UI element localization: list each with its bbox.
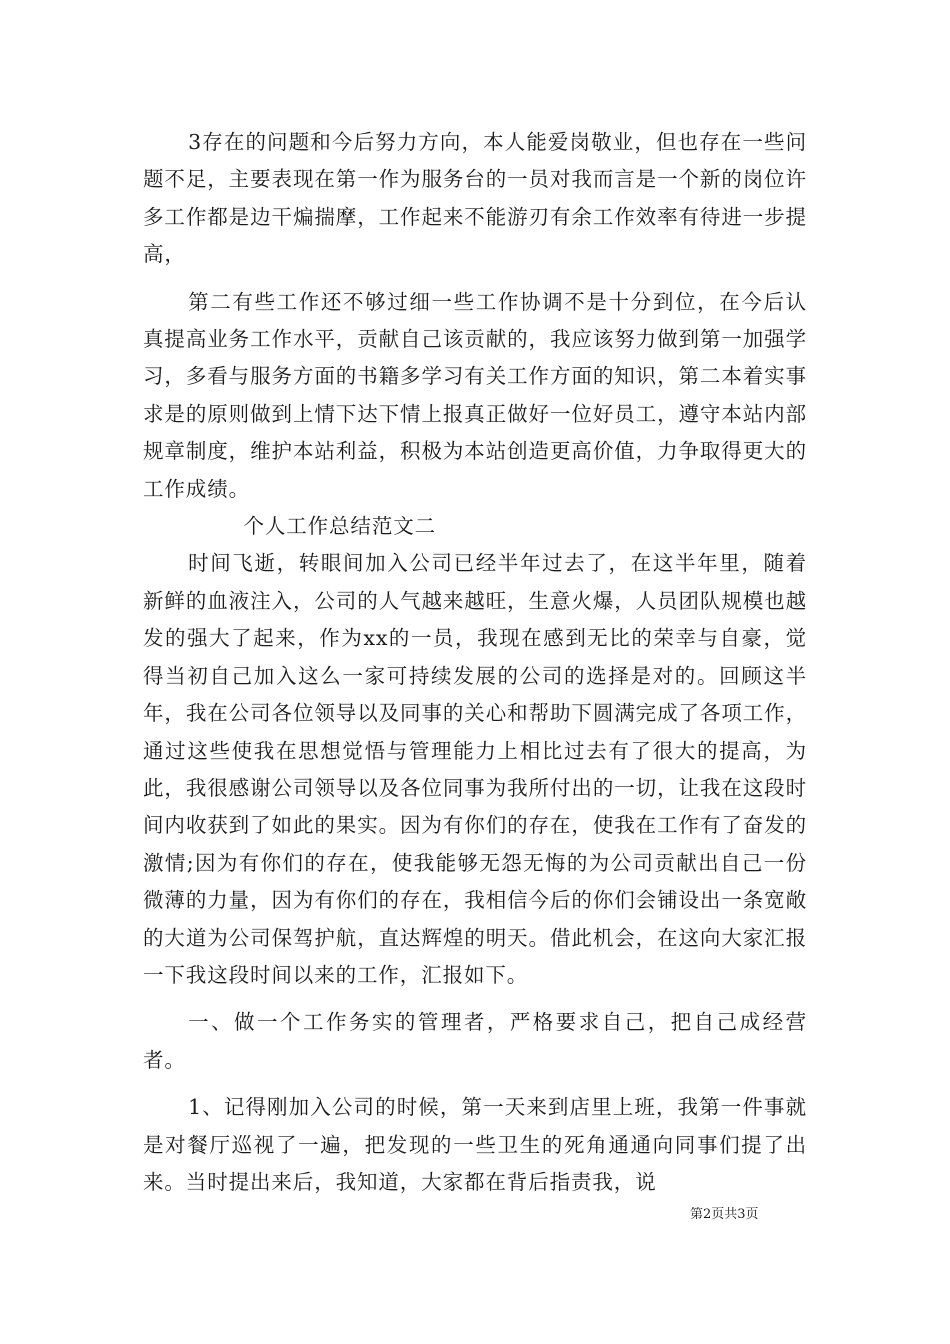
page-body xyxy=(143,124,807,1201)
section-heading: 个人工作总结范文二 xyxy=(243,514,437,539)
paragraph-second-point: 第二有些工作还不够过细一些工作协调不是十分到位，在今后认真提高业务工作水平，贡献自己该贡献的，我应该努力做到第一加强学习，多看与服务方面的书籍多学习有关工作方面的知识，第二本着实事求是的原则做到上情下达下情上报真正做好一位好员工，遵守本站内部规章制度，维护本站利益，积极为本站创造更高价值，力争取得更大的工作成绩。 xyxy=(143,289,807,501)
paragraph-item-one-detail: 1、记得刚加入公司的时候，第一天来到店里上班，我第一件事就是对餐厅巡视了一遍，把发现的一些卫生的死角通通向同事们提了出来。当时提出来后，我知道，大家都在背后指责我，说 xyxy=(143,1095,807,1194)
page-number-footer: 第2页共3页 xyxy=(690,1207,759,1222)
paragraph-introduction: 时间飞逝，转眼间加入公司已经半年过去了，在这半年里，随着新鲜的血液注入，公司的人气越来越旺，生意火爆，人员团队规模也越发的强大了起来，作为xx的一员，我现在感到无比的荣幸与自豪，觉得当初自己加入这么一家可持续发展的公司的选择是对的。回顾这半年，我在公司各位领导以及同事的关心和帮助下圆满完成了各项工作，通过这些使我在思想觉悟与管理能力上相比过去有了很大的提高，为此，我很感谢公司领导以及各位同事为我所付出的一切，让我在这段时间内收获到了如此的果实。因为有你们的存在，使我在工作有了奋发的激情;因为有你们的存在，使我能够无怨无悔的为公司贡献出自己一份微薄的力量，因为有你们的存在，我相信今后的你们会铺设出一条宽敞的大道为公司保驾护航，直达辉煌的明天。借此机会，在这向大家汇报一下我这段时间以来的工作，汇报如下。 xyxy=(143,551,807,987)
paragraph-problems: 3存在的问题和今后努力方向，本人能爱岗敬业，但也存在一些问题不足，主要表现在第一作为服务台的一员对我而言是一个新的岗位许多工作都是边干煸揣摩，工作起来不能游刃有余工作效率有待进一步提高， xyxy=(143,130,807,267)
paragraph-item-one: 一、做一个工作务实的管理者，严格要求自己，把自己成经营者。 xyxy=(143,1010,807,1072)
